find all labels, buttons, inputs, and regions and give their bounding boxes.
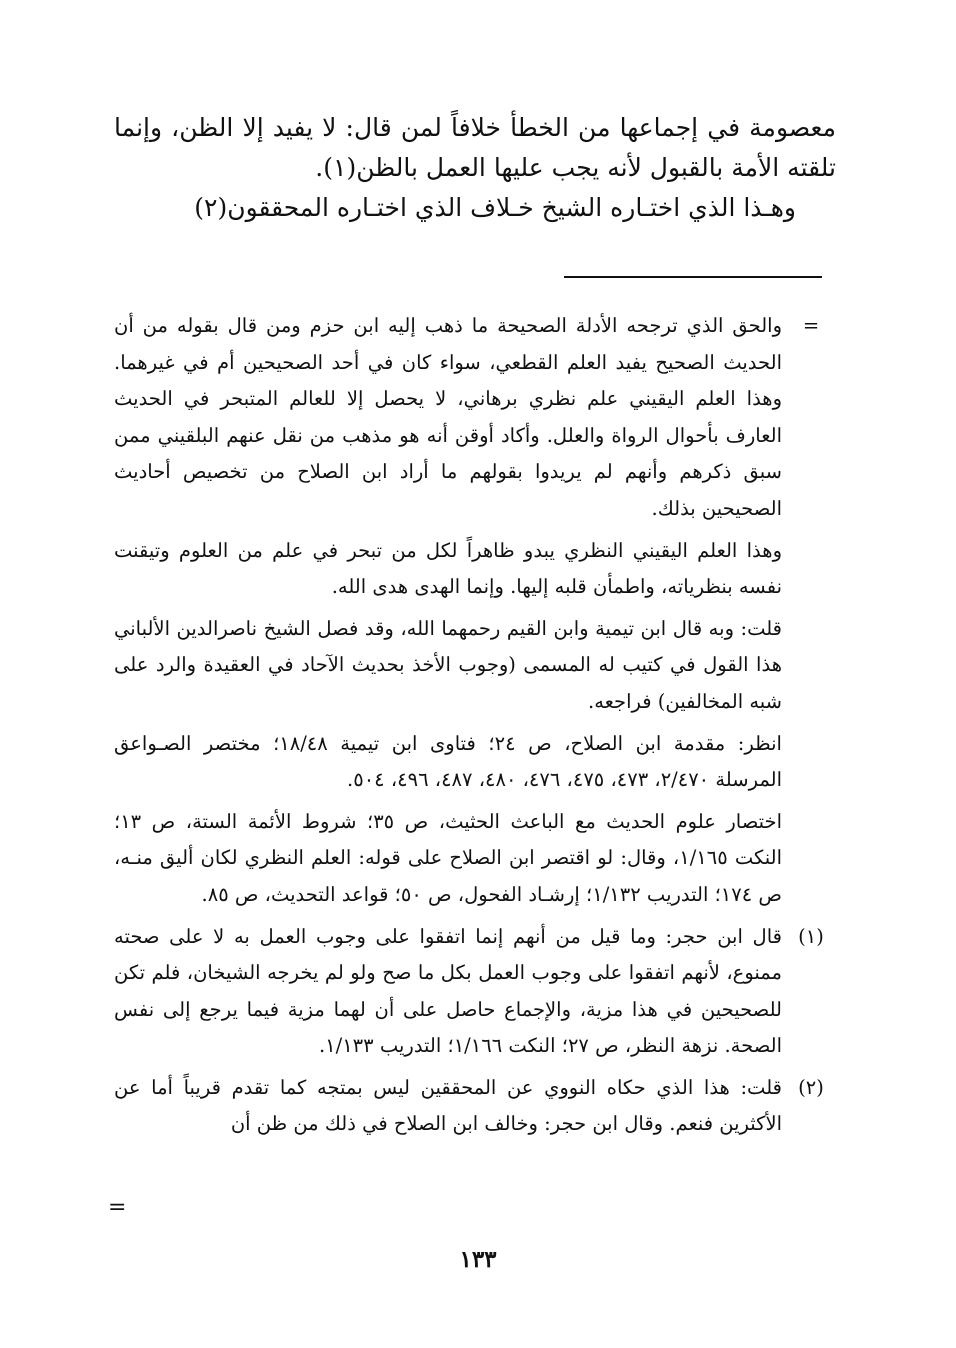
footnote-2-text: قلت: هذا الذي حكاه النووي عن المحققين ليس بمتجه كما تقدم قريباً أما عن الأكثرين فنعم. وقال ابن حجر: وخالف ابن الصلاح في ذلك من ظن أن [114,1075,782,1136]
footnote-1-marker: (١) [798,924,824,948]
continuation-marker: = [802,314,820,337]
continuation-paragraph: انظر: مقدمة ابن الصلاح، ص ٢٤؛ فتاوى ابن تيمية ١٨/٤٨؛ مختصر الصـواعق المرسلة ٢/٤٧٠، ٤٧٣، ٤٧٥، ٤٧٦، ٤٨٠، ٤٨٧، ٤٩٦، ٥٠٤. [114,731,782,792]
main-paragraph-1: معصومة في إجماعها من الخطأ خلافاً لمن قال: لا يفيد إلا الظن، وإنما تلقته الأمة بالقبول لأنه يجب عليها العمل بالظن(١). [114,113,836,182]
footnote-continuation [114,308,836,914]
footnote-1-text: قال ابن حجر: وما قيل من أنهم إنما اتفقوا على وجوب العمل به لا على صحته ممنوع، لأنهم اتفقوا على وجوب العمل بكل ما صح ولو لم يخرجه الشيخان، فلم تكن للصحيحين في هذا مزية، والإجماع حاصل على أن لهما مزية فيما يرجع إلى نفس الصحة. نزهة النظر، ص ٢٧؛ النكت ١/١٦٦؛ التدريب ١/١٣٣. [114,924,782,1058]
continuation-paragraph: والحق الذي ترجحه الأدلة الصحيحة ما ذهب إليه ابن حزم ومن قال بقوله من أن الحديث الصحيح يفيد العلم القطعي، سواء كان في أحد الصحيحين أم في غيرهما. وهذا العلم اليقيني علم نظري برهاني، لا يحصل إلا للعالم المتبحر في الحديث العارف بأحوال الرواة والعلل. وأكاد أوقن أنه هو مذهب من نقل عنهم البلقيني ممن سبق ذكرهم وأنهم لم يريدوا بقولهم ما أراد ابن الصلاح من تخصيص أحاديث الصحيحين بذلك. [114,314,782,520]
footnote-1 [114,919,836,1065]
page-number: ١٣٣ [459,1246,497,1273]
footnote-continues-marker: = [108,1195,127,1220]
continuation-paragraph: قلت: وبه قال ابن تيمية وابن القيم رحمهما الله، وقد فصل الشيخ ناصرالدين الألباني هذا القول في كتيب له المسمى (وجوب الأخذ بحديث الآحاد في العقيدة والرد على شبه المخالفين) فراجعه. [114,616,782,713]
footnote-divider [564,276,822,278]
continuation-paragraph: اختصار علوم الحديث مع الباعث الحثيث، ص ٣٥؛ شروط الأئمة الستة، ص ١٣؛ النكت ١/١٦٥، وقال: لو اقتصر ابن الصلاح على قوله: العلم النظري لكان أليق منـه، ص ١٧٤؛ التدريب ١/١٣٢؛ إرشـاد الفحول، ص ٥٠؛ قواعد التحديث، ص ٨٥. [114,809,782,906]
continuation-paragraph: وهذا العلم اليقيني النظري يبدو ظاهراً لكل من تبحر في علم من العلوم وتيقنت نفسه بنظرياته، واطمأن قلبه إليها. وإنما الهدى هدى الله. [114,538,782,599]
main-paragraph-2: وهـذا الذي اختـاره الشيخ خـلاف الذي اختـاره المحققون(٢) [194,193,796,222]
footnote-2 [114,1070,836,1143]
footnote-2-marker: (٢) [798,1075,824,1099]
footnotes [114,308,836,1148]
main-text [114,108,836,228]
